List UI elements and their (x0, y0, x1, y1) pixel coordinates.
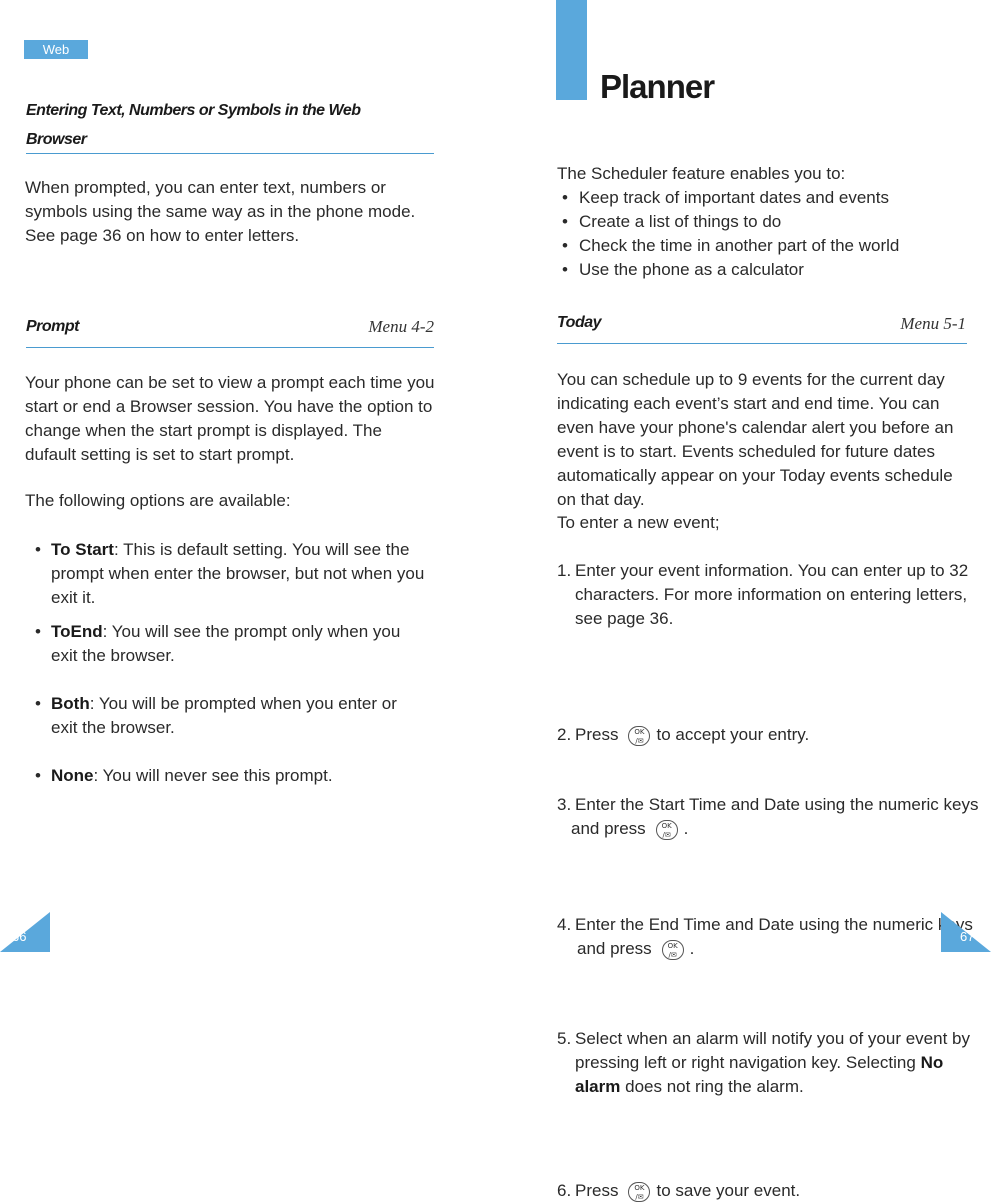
step-text: and press (577, 939, 652, 958)
option-both: • Both: You will be prompted when you enter or exit the browser. (35, 694, 397, 737)
paragraph-new-event: To enter a new event; (557, 513, 720, 532)
step-text: to accept your entry. (656, 725, 810, 744)
step-bold-text: No alarm (575, 1053, 944, 1096)
option-text: : You will never see this prompt. (93, 766, 333, 785)
ok-key-icon: OK /✉ (628, 1182, 650, 1202)
options-list (25, 538, 425, 788)
step-number: 1. (557, 561, 572, 580)
chapter-title: Planner (600, 68, 715, 105)
step-text: to save your event. (656, 1181, 801, 1200)
step-text: . (689, 939, 695, 958)
step-text: Select when an alarm will notify you of your event by pressing left or right navigation key. Selecting (575, 1029, 970, 1072)
chapter-bar (556, 0, 587, 100)
list-item: • Check the time in another part of the world (557, 234, 977, 258)
intro-text: The Scheduler feature enables you to: (557, 164, 846, 183)
step-number: 2. (557, 725, 572, 744)
option-term: ToEnd (51, 622, 103, 641)
paragraph-options-intro: The following options are available: (25, 491, 291, 510)
page-number-right: 67 (960, 929, 975, 944)
step-text: Enter the Start Time and Date using the numeric keys (575, 795, 979, 814)
option-text: : This is default setting. You will see the prompt when enter the browser, but not when you exit it. (51, 540, 425, 607)
list-item: • Create a list of things to do (557, 210, 977, 234)
heading-line1: Entering Text, Numbers or Symbols in the Web (26, 102, 361, 119)
step-6 (557, 1179, 975, 1203)
page-number-left: 66 (12, 929, 27, 944)
heading-rule (26, 347, 434, 348)
step-number: 3. (557, 795, 572, 814)
option-to-start: • To Start: This is default setting. You will see the prompt when enter the browser, but not when you exit it. (35, 540, 425, 607)
option-term: To Start (51, 540, 114, 559)
paragraph-today: You can schedule up to 9 events for the current day indicating each event’s start and end time. You can even have your phone's calendar alert you before an event is to start. Events scheduled for future dates automatically appear on your Today events schedule on that day. (557, 370, 954, 509)
ok-key-icon: OK /✉ (662, 940, 684, 960)
step-text: does not ring the alarm. (625, 1077, 804, 1096)
section-tab: Web (24, 40, 88, 59)
list-item: • Use the phone as a calculator (557, 258, 977, 282)
step-text: Press (575, 725, 619, 744)
menu-reference-prompt: Menu 4-2 (368, 317, 434, 336)
step-text: and press (571, 819, 646, 838)
feature-list (557, 186, 977, 282)
ok-key-icon: OK /✉ (656, 820, 678, 840)
step-text: Enter your event information. You can enter up to 32 characters. For more information on entering letters, see page 36. (575, 561, 969, 628)
list-item: • Keep track of important dates and events (557, 186, 977, 210)
heading-prompt: Prompt (26, 318, 79, 335)
heading-rule (26, 153, 434, 154)
step-text: Press (575, 1181, 619, 1200)
step-number: 5. (557, 1029, 572, 1048)
paragraph-entering-text: When prompted, you can enter text, numbers or symbols using the same way as in the phone mode. See page 36 on how to enter letters. (25, 178, 416, 245)
step-4 (557, 913, 991, 961)
heading-rule (557, 343, 967, 344)
menu-reference-today: Menu 5-1 (900, 314, 966, 333)
heading-entering-text (26, 96, 446, 154)
heading-today: Today (557, 314, 602, 331)
ok-key-icon: OK /✉ (628, 726, 650, 746)
step-text: Enter the End Time and Date using the numeric keys (575, 915, 973, 934)
step-1 (557, 559, 975, 631)
option-term: None (51, 766, 94, 785)
option-text: : You will see the prompt only when you exit the browser. (51, 622, 401, 665)
option-to-end: • ToEnd: You will see the prompt only when you exit the browser. (35, 622, 401, 665)
step-number: 6. (557, 1181, 572, 1200)
step-number: 4. (557, 915, 572, 934)
option-text: : You will be prompted when you enter or exit the browser. (51, 694, 397, 737)
option-term: Both (51, 694, 90, 713)
step-2 (557, 723, 975, 747)
step-5 (557, 1027, 979, 1099)
step-3 (557, 793, 991, 841)
paragraph-prompt: Your phone can be set to view a prompt each time you start or end a Browser session. You have the option to change when the start prompt is displayed. The dufault setting is set to start prompt. (25, 373, 435, 464)
heading-line2: Browser (26, 131, 87, 148)
option-none: • None: You will never see this prompt. (35, 766, 333, 785)
step-text: . (683, 819, 689, 838)
intro-section (557, 162, 977, 282)
